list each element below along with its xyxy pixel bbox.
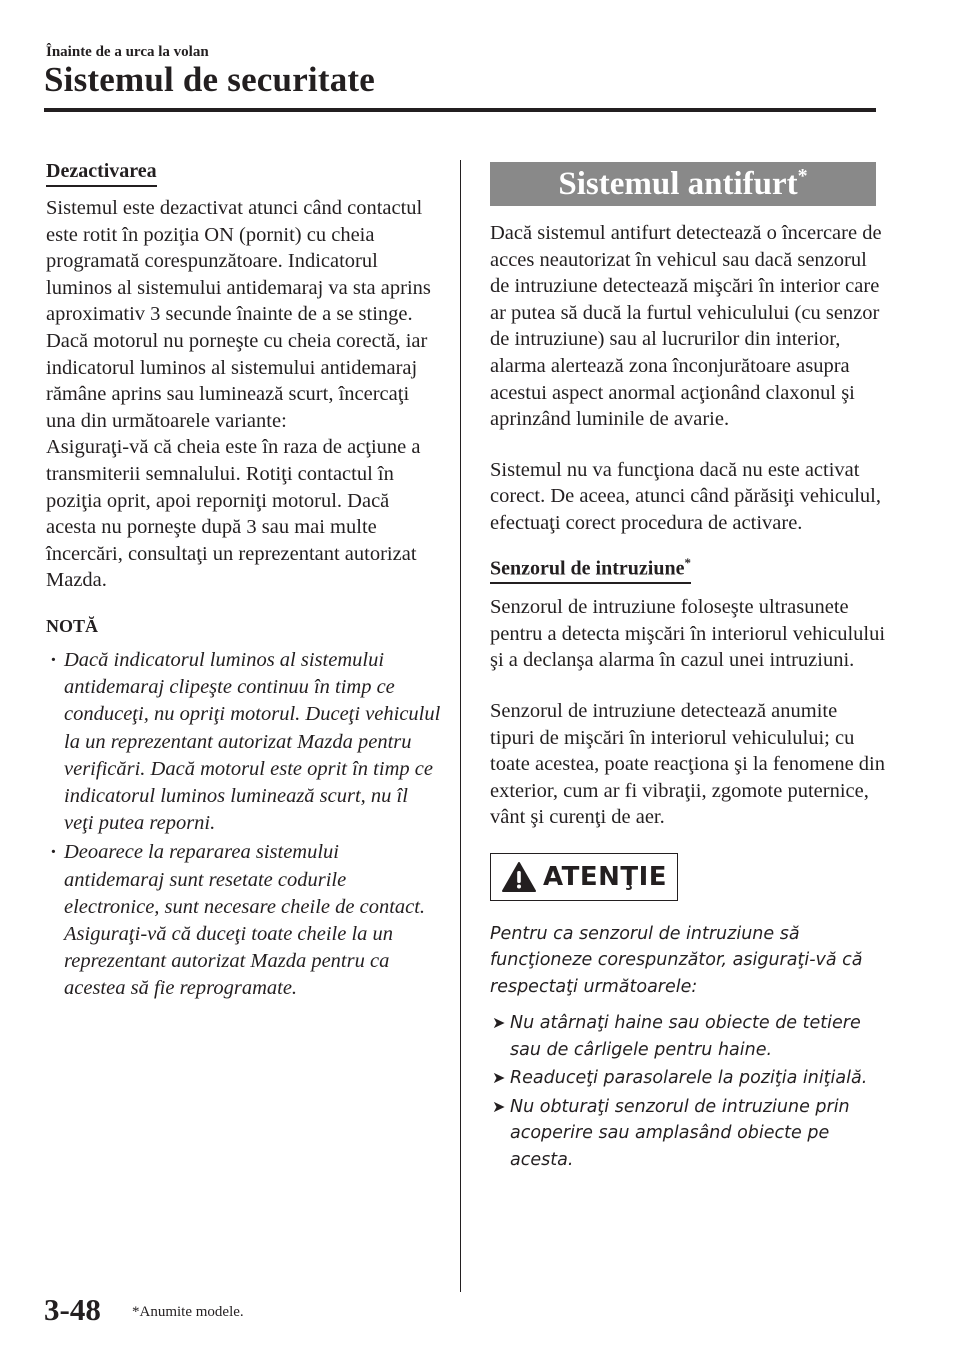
caution-list [490, 1010, 886, 1173]
caution-item [490, 1094, 886, 1174]
column-divider [460, 160, 461, 1292]
page-number: 3-48 [44, 1292, 101, 1327]
arrow-right-icon: ➤ [492, 1013, 506, 1033]
warning-label: ATENŢIE [543, 861, 668, 892]
note-item [46, 647, 441, 837]
section-heading-deactivation: Dezactivarea [46, 160, 157, 187]
note-label: NOTĂ [46, 615, 99, 636]
page-title: Sistemul de securitate [44, 60, 376, 99]
right-column [490, 162, 886, 1175]
caution-item-text: Nu atârnaţi haine sau obiecte de tetiere sau de cârligele pentru haine. [510, 1013, 861, 1060]
warning-triangle-icon [501, 861, 537, 893]
subheading-asterisk: * [684, 554, 691, 570]
breadcrumb: Înainte de a urca la volan [46, 44, 209, 60]
intrusion-paragraph-2: Senzorul de intruziune detectează anumite tipuri de mişcări în interiorul vehiculului; cu toate acestea, poate reacţiona şi la fenomene din exterior, cum ar fi vibraţii, zgomote puternice, vânt şi curenţi de aer. [490, 699, 885, 829]
arrow-right-icon: ➤ [492, 1096, 506, 1116]
footnote: *Anumite modele. [132, 1304, 244, 1320]
title-rule [44, 108, 876, 112]
banner-asterisk: * [797, 165, 808, 187]
note-text: Dacă indicatorul luminos al sistemului antidemaraj clipeşte continuu în timp ce conduceţi, nu opriţi motorul. Duceţi vehiculul la un reprezentant autorizat Mazda pentru verificări. Dacă motorul este oprit în timp ce indicatorul luminos luminează scurt, nu îl veţi putea reporni. [64, 648, 441, 835]
antitheft-paragraph-1: Dacă sistemul antifurt detectează o încercare de acces neautorizat în vehicul sau dacă senzorul de intruziune detectează mişcări în interior care ar putea să ducă la furtul vehiculului (cu senzor de intruziune) sau al lucrurilor din interior, alarma alertează zona înconjurătoare asupra acestui aspect anormal acţionând claxonul şi aprinzând luminile de avarie. [490, 222, 882, 431]
subheading-intrusion-sensor [490, 555, 691, 585]
note-text: Deoarece la repararea sistemului antidemaraj sunt resetate codurile electronice, sunt necesare cheile de contact. Asiguraţi-vă că duceţi toate cheile la un reprezentant autorizat Mazda pentru ca acestea să fie reprogramate. [64, 841, 426, 1000]
subheading-text: Senzorul de intruziune [490, 557, 685, 580]
caution-item [490, 1010, 886, 1063]
caution-item [490, 1065, 886, 1092]
antitheft-paragraph-2: Sistemul nu va funcţiona dacă nu este activat corect. De aceea, atunci când părăsiţi vehiculul, efectuaţi corect procedura de activare. [490, 458, 882, 534]
banner-title: Sistemul antifurt [558, 166, 798, 202]
caution-item-text: Readuceţi parasolarele la poziţia iniţială. [510, 1068, 868, 1089]
note-list [46, 647, 441, 1003]
caution-item-text: Nu obturaţi senzorul de intruziune prin acoperire sau amplasând obiecte pe acesta. [510, 1096, 850, 1170]
note-item [46, 839, 441, 1002]
bullet-icon: · [50, 648, 57, 671]
intrusion-paragraph-1: Senzorul de intruziune foloseşte ultrasunete pentru a detecta mişcări în interiorul vehiculului şi a declanşa alarma în cazul unei intruziuni. [490, 596, 886, 672]
bullet-icon: · [50, 841, 57, 864]
arrow-right-icon: ➤ [492, 1068, 506, 1088]
warning-box [490, 853, 678, 901]
caution-intro: Pentru ca senzorul de intruziune să funcţioneze corespunzător, asiguraţi-vă că respectaţi următoarele: [490, 923, 863, 997]
left-column [46, 160, 441, 1005]
deactivation-paragraph-2: Asiguraţi-vă că cheia este în raza de acţiune a transmiterii semnalului. Rotiţi contactul în poziţia oprit, apoi reporniţi motorul. Dacă acesta nu porneşte după 3 sau mai multe încercări, consultaţi un reprezentant autorizat Mazda. [46, 436, 421, 592]
deactivation-paragraph: Sistemul este dezactivat atunci când contactul este rotit în poziţia ON (pornit) cu cheia programată corespunzătoare. Indicatorul luminos al sistemului antidemaraj va sta aprins aproximativ 3 secunde înainte de a se stinge. Dacă motorul nu porneşte cu cheia corectă, iar indicatorul luminos al sistemului antidemaraj rămâne aprins sau luminează scurt, încercaţi una din următoarele variante: [46, 197, 431, 432]
section-banner-antitheft [490, 162, 876, 206]
